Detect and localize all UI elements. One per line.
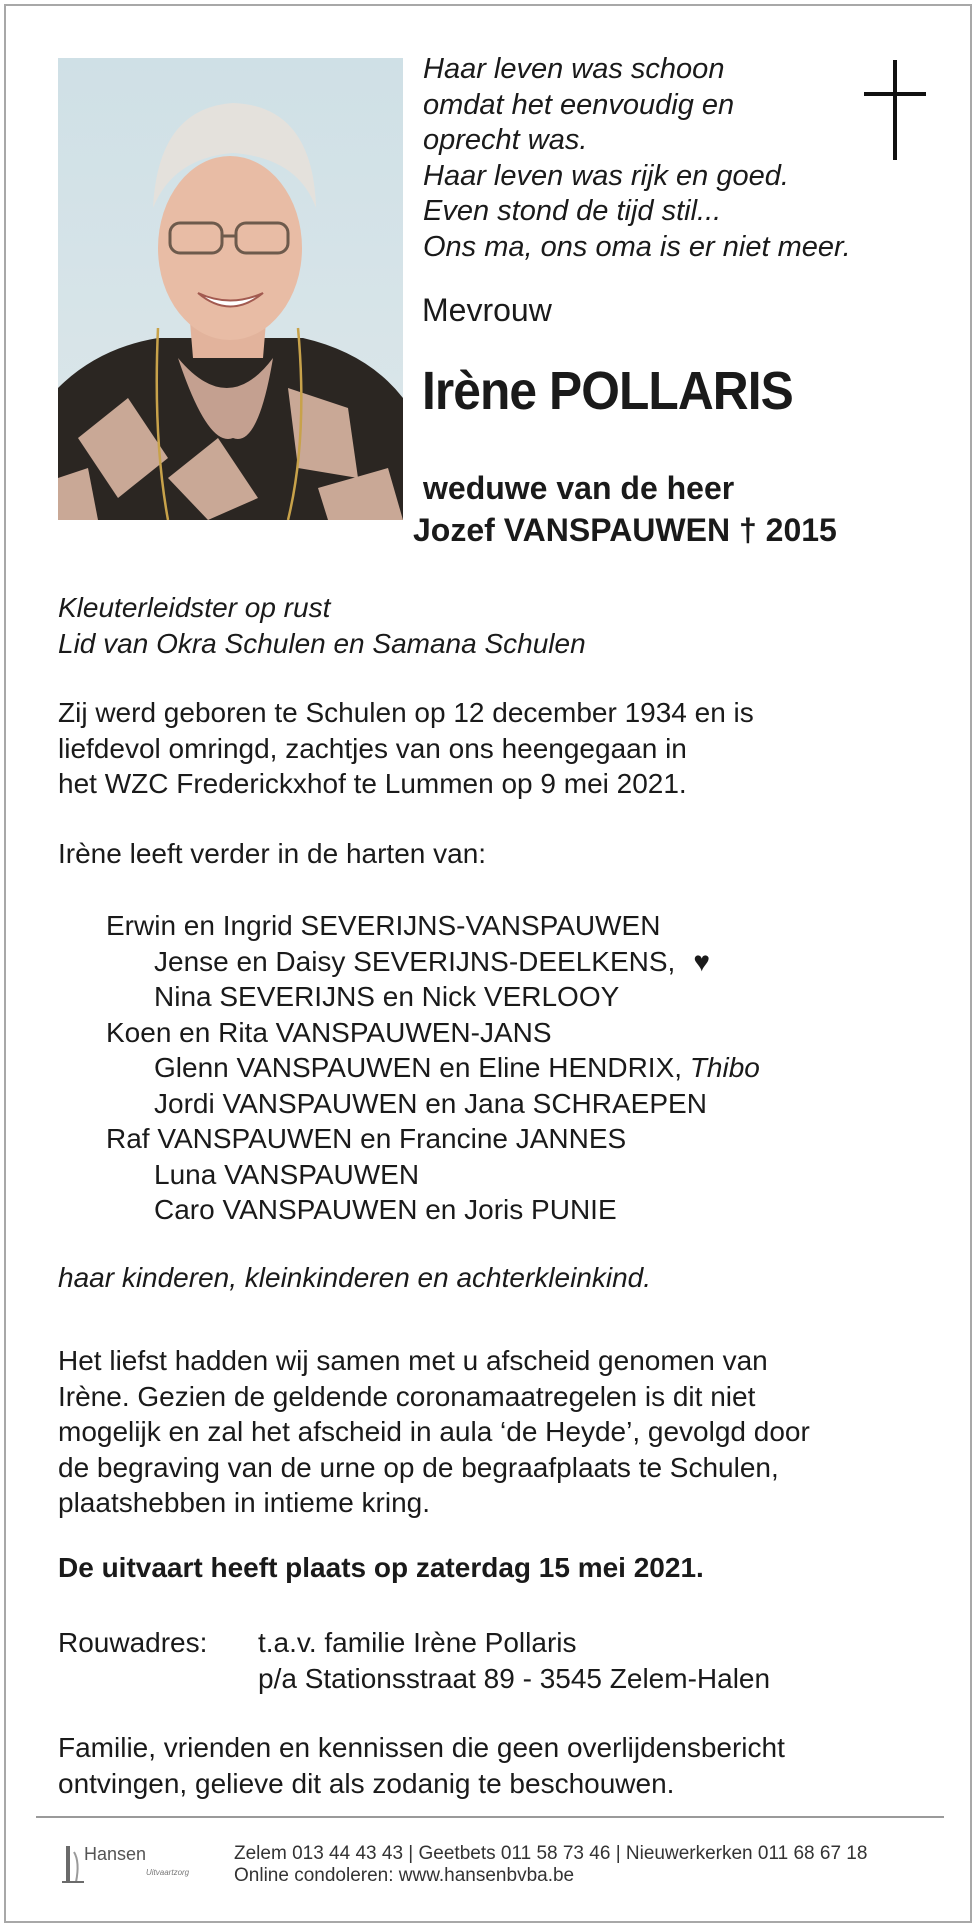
logo-subtitle: Uitvaartzorg bbox=[146, 1868, 190, 1877]
poem-line: Haar leven was rijk en goed. bbox=[423, 159, 789, 192]
funeral-date: De uitvaart heeft plaats op zaterdag 15 mei 2021. bbox=[58, 1552, 704, 1583]
hansen-logo bbox=[62, 1840, 202, 1888]
widow-line: weduwe van de heer bbox=[423, 470, 735, 506]
portrait-photo bbox=[58, 58, 403, 520]
poem-line: omdat het eenvoudig en bbox=[423, 88, 735, 121]
poem-line: Ons ma, ons oma is er niet meer. bbox=[423, 230, 851, 263]
deceased-name: Irène POLLARIS bbox=[422, 361, 793, 421]
family-entry: Nina SEVERIJNS en Nick VERLOOY bbox=[154, 981, 620, 1012]
lives-on-line: Irène leeft verder in de harten van: bbox=[58, 838, 487, 869]
family-entry: Jense en Daisy SEVERIJNS-DEELKENS, ♥ bbox=[154, 945, 710, 977]
paragraph-line: ontvingen, gelieve dit als zodanig te beschouwen. bbox=[58, 1767, 675, 1799]
spouse-line: Jozef VANSPAUWEN † 2015 bbox=[413, 512, 837, 548]
memorial-poem bbox=[423, 52, 853, 265]
family-closing: haar kinderen, kleinkinderen en achterkleinkind. bbox=[58, 1262, 652, 1293]
family-entry: Glenn VANSPAUWEN en Eline HENDRIX, Thibo bbox=[154, 1052, 760, 1083]
paragraph-line: Het liefst hadden wij samen met u afscheid genomen van bbox=[58, 1345, 768, 1376]
logo-name: Hansen bbox=[84, 1844, 147, 1864]
great-grandchild: Thibo bbox=[689, 1052, 760, 1083]
address-value bbox=[258, 1625, 770, 1697]
logo-mark-icon bbox=[62, 1842, 84, 1886]
paragraph-line: plaatshebben in intieme kring. bbox=[58, 1487, 431, 1518]
family-entry: Erwin en Ingrid SEVERIJNS-VANSPAUWEN bbox=[106, 910, 661, 941]
paragraph-line: het WZC Frederickxhof te Lummen op 9 mei 2021. bbox=[58, 768, 687, 799]
paragraph-line: liefdevol omringd, zachtjes van ons heengegaan in bbox=[58, 732, 687, 764]
family-entry: Jordi VANSPAUWEN en Jana SCHRAEPEN bbox=[154, 1087, 707, 1119]
address-line: p/a Stationsstraat 89 - 3545 Zelem-Halen bbox=[258, 1663, 771, 1694]
poem-line: oprecht was. bbox=[423, 124, 588, 156]
birth-paragraph bbox=[58, 695, 754, 802]
salutation: Mevrouw bbox=[422, 292, 552, 328]
heart-icon: ♥ bbox=[693, 945, 710, 977]
cross-icon bbox=[864, 60, 926, 160]
roles bbox=[58, 590, 586, 662]
poem-line: Haar leven was schoon bbox=[423, 53, 725, 85]
funeral-home-contact bbox=[234, 1843, 867, 1887]
role-line: Kleuterleidster op rust bbox=[58, 592, 331, 623]
paragraph-line: Familie, vrienden en kennissen die geen overlijdensbericht bbox=[58, 1732, 785, 1763]
family-list bbox=[58, 908, 760, 1228]
paragraph-line: Irène. Gezien de geldende coronamaatregelen is dit niet bbox=[58, 1380, 756, 1412]
phone-numbers: Zelem 013 44 43 43 | Geetbets 011 58 73 46 | Nieuwerkerken 011 68 67 18 bbox=[234, 1843, 868, 1864]
family-entry: Raf VANSPAUWEN en Francine JANNES bbox=[106, 1123, 627, 1154]
footer-divider bbox=[36, 1816, 944, 1818]
farewell-paragraph bbox=[58, 1343, 810, 1521]
paragraph-line: de begraving van de urne op de begraafplaats te Schulen, bbox=[58, 1451, 779, 1483]
address-line: t.a.v. familie Irène Pollaris bbox=[258, 1627, 577, 1658]
paragraph-line: Zij werd geboren te Schulen op 12 december 1934 en is bbox=[58, 697, 754, 728]
family-entry: Luna VANSPAUWEN bbox=[154, 1158, 420, 1190]
online-condolences[interactable]: Online condoleren: www.hansenbvba.be bbox=[234, 1865, 575, 1886]
poem-line: Even stond de tijd stil... bbox=[423, 195, 722, 227]
paragraph-line: mogelijk en zal het afscheid in aula ‘de Heyde’, gevolgd door bbox=[58, 1416, 810, 1447]
family-entry: Caro VANSPAUWEN en Joris PUNIE bbox=[154, 1194, 617, 1225]
role-line: Lid van Okra Schulen en Samana Schulen bbox=[58, 628, 586, 659]
notice-paragraph bbox=[58, 1730, 785, 1801]
address-label: Rouwadres: bbox=[58, 1627, 208, 1658]
family-entry: Koen en Rita VANSPAUWEN-JANS bbox=[106, 1016, 552, 1048]
